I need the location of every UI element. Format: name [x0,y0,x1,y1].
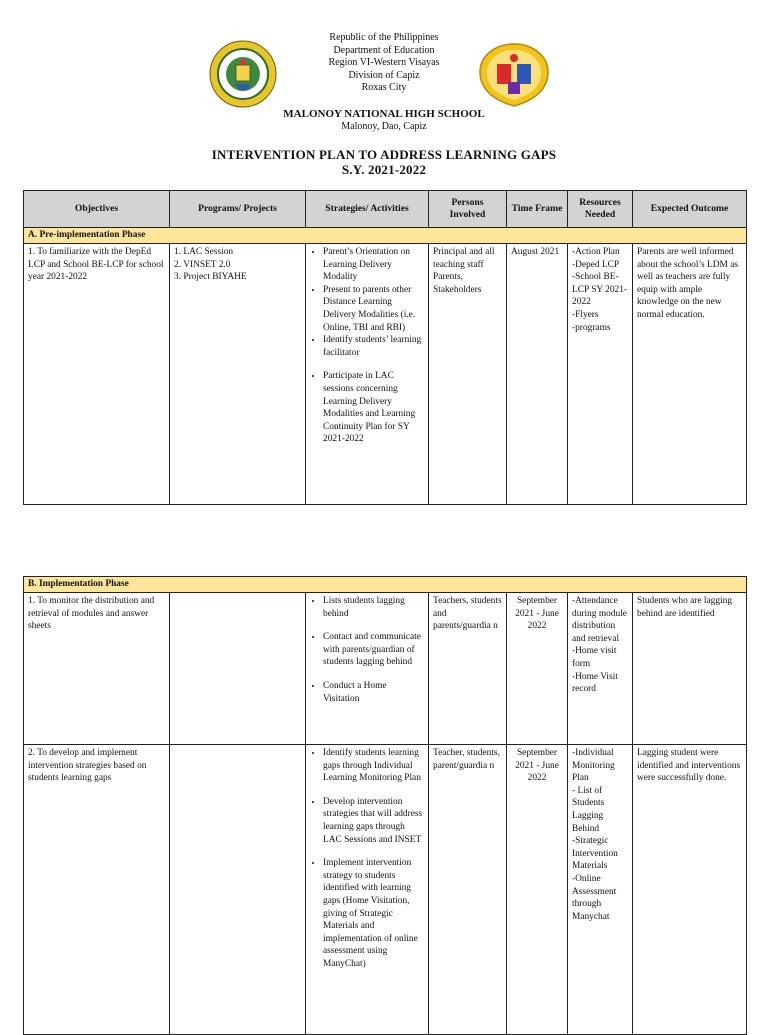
phase-row-pre-implementation [24,228,747,244]
table-row [24,593,747,745]
table-row [24,745,747,1035]
header-programs: Programs/ Projects [170,191,306,228]
program-item: 3. Project BIYAHE [174,272,247,283]
objective-cell: 2. To develop and implement intervention strategies based on students learning gaps [24,745,170,1035]
header-outcome: Expected Outcome [633,191,747,228]
strategy-item: • Contact and communicate with parents/guardian of students lagging behind [323,631,424,669]
time-frame-cell: September 2021 - June 2022 [507,745,568,1035]
strategy-item: • Identify students’ learning facilitator [323,334,424,359]
header-line-region: Region VI-Western Visayas [328,57,440,68]
resource-item: -School BE-LCP SY 2021-2022 [572,272,628,308]
phase-label: A. Pre-implementation Phase [24,228,747,244]
strategy-item: • Participate in LAC sessions concerning Learning Delivery Modalities and Learning Continuity Plan for SY 2021-2022 [323,370,424,446]
strategies-cell [306,593,429,745]
resource-item: - List of Students Lagging Behind [572,785,605,834]
outcome-cell: Students who are lagging behind are identified [633,593,747,745]
time-frame-cell: September 2021 - June 2022 [507,593,568,745]
phase-label: B. Implementation Phase [24,577,747,593]
strategy-item: • Parent’s Orientation on Learning Delivery Modality [323,246,424,284]
header-time-frame: Time Frame [507,191,568,228]
programs-cell [170,244,306,505]
intervention-plan-table [23,190,747,505]
strategies-cell [306,745,429,1035]
school-name: MALONOY NATIONAL HIGH SCHOOL [283,108,485,120]
resource-item: -Online Assessment through Manychat [572,873,617,922]
header-strategies: Strategies/ Activities [306,191,429,228]
person-item: Parents, Stakeholders [433,272,482,295]
resource-item: -Action Plan [572,247,620,257]
header-line-division: Division of Capiz [348,70,420,81]
time-frame-cell: August 2021 [507,244,568,505]
phase-row-implementation [24,577,747,593]
resource-item: -Home visit form [572,646,617,669]
strategies-cell [306,244,429,505]
program-item: 1. LAC Session [174,247,234,257]
resource-item: -Strategic Intervention Materials [572,836,618,872]
programs-cell [170,593,306,745]
resources-cell [568,745,633,1035]
strategy-item: • Develop intervention strategies that will address learning gaps through LAC Sessions and INSET [323,796,424,846]
document-title: INTERVENTION PLAN TO ADDRESS LEARNING GAPS [211,147,557,162]
resources-cell [568,593,633,745]
outcome-cell: Lagging student were identified and interventions were successfully done. [633,745,747,1035]
strategy-item: • Implement intervention strategy to students identified with learning gaps (Home Visitation, giving of Strategic Materials and implementation of online assessment using ManyChat) [323,857,424,970]
objective-cell: 1. To familiarize with the DepEd LCP and School BE-LCP for school year 2021-2022 [24,244,170,505]
strategy-item: • Present to parents other Distance Learning Delivery Modalities (i.e. Online, TBI and RBI) [323,284,424,334]
programs-cell [170,745,306,1035]
header-line-city: Roxas City [361,82,407,93]
header-resources: Resources Needed [568,191,633,228]
strategy-item: • Conduct a Home Visitation [323,680,424,705]
header-objectives: Objectives [24,191,170,228]
persons-cell: Teacher, students, parent/guardia n [429,745,507,1035]
objective-cell: 1. To monitor the distribution and retrieval of modules and answer sheets [24,593,170,745]
strategy-item: • Identify students learning gaps through Individual Learning Monitoring Plan [323,747,424,785]
resource-item: -Flyers [572,309,599,320]
table-row [24,244,747,505]
outcome-cell: Parents are well informed about the school’s LDM as well as teachers are fully equip with ample knowledge on the new normal education. [633,244,747,505]
persons-cell [429,244,507,505]
strategy-item: • Lists students lagging behind [323,595,424,620]
implementation-phase-table [23,576,747,1035]
persons-cell: Teachers, students and parents/guardia n [429,593,507,745]
resource-item: -Individual Monitoring Plan [572,748,615,784]
resource-item: -Deped LCP [572,259,620,270]
resource-item: -Home Visit record [572,671,618,695]
person-item: Principal and all teaching staff [433,247,495,270]
school-year: S.Y. 2021-2022 [341,162,427,177]
school-address: Malonoy, Dao, Capiz [341,121,427,132]
header-line-department: Department of Education [333,45,435,56]
table-header-row [24,191,747,228]
resource-item: -programs [572,322,611,333]
header-line-republic: Republic of the Philippines [329,32,439,43]
resource-item: -Attendance during module distribution and retrieval [572,596,627,644]
header-persons: Persons Involved [429,191,507,228]
program-item: 2. VINSET 2.0 [174,259,231,270]
resources-cell [568,244,633,505]
